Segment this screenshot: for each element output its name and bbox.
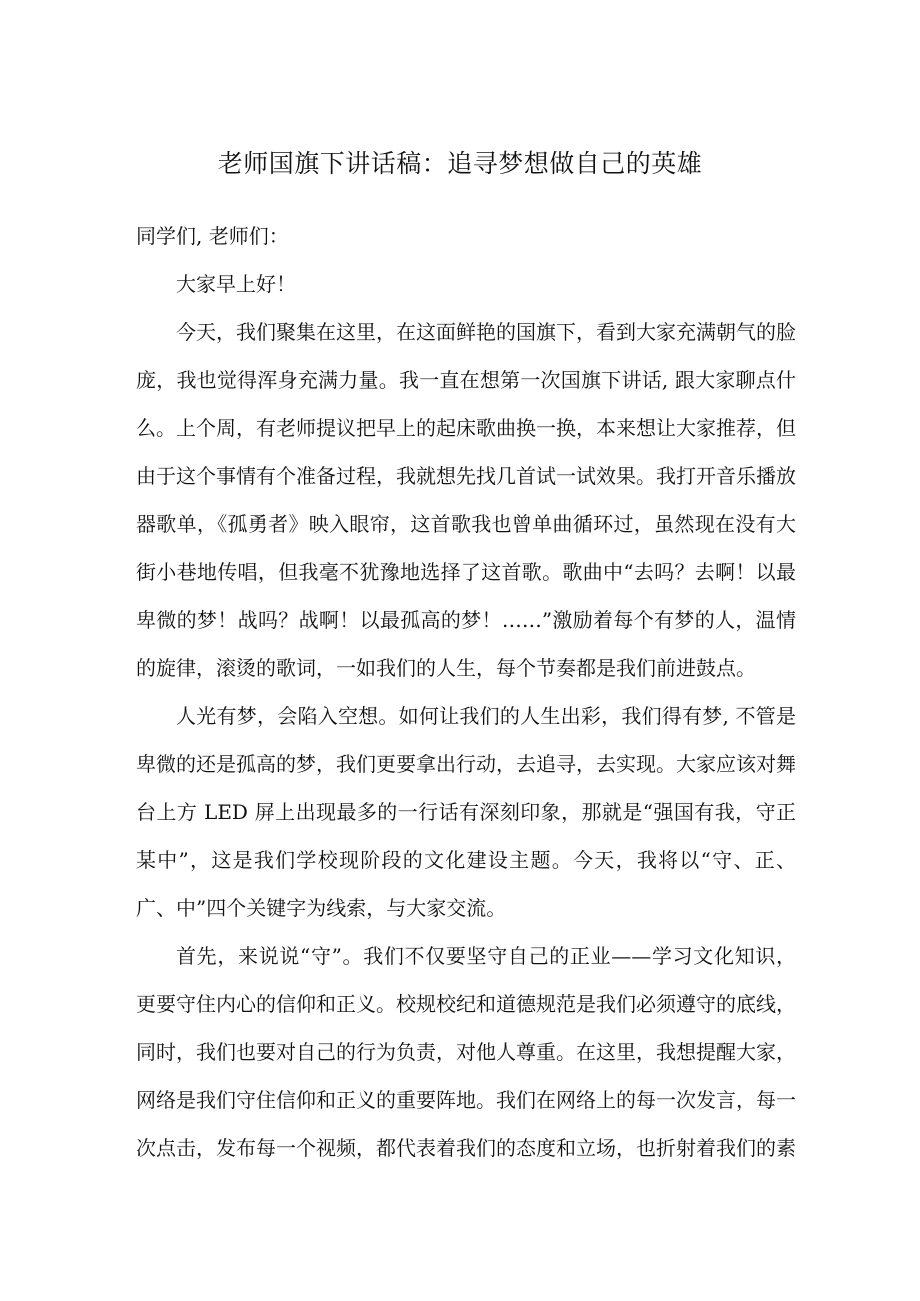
paragraph: 今天，我们聚集在这里，在这面鲜艳的国旗下，看到大家充满朝气的脸庞，我也觉得浑身充满力量。我一直在想第一次国旗下讲话, 跟大家聊点什么。上个周，有老师提议把早上的起床歌曲换一换，本来想让大家推荐，但由于这个事情有个准备过程，我就想先找几首试一试效果。我打开音乐播放器歌单，《孤勇者》映入眼帘，这首歌我也曾单曲循环过，虽然现在没有大街小巷地传唱，但我毫不犹豫地选择了这首歌。歌曲中“去吗？去啊！以最卑微的梦！战吗？战啊！以最孤高的梦！……”激励着每个有梦的人，温情的旋律，滚烫的歌词，一如我们的人生，每个节奏都是我们前进鼓点。	[136, 320, 796, 680]
paragraph: 人光有梦，会陷入空想。如何让我们的人生出彩，我们得有梦, 不管是卑微的还是孤高的梦，我们更要拿出行动，去追寻，去实现。大家应该对舞台上方 LED 屏上出现最多的一行话有深刻印象，那就是“强国有我，守正某中”，这是我们学校现阶段的文化建设主题。今天，我将以“守、正、广、中”四个关键字为线索，与大家交流。	[136, 704, 796, 920]
paragraph: 首先，来说说“守”。我们不仅要坚守自己的正业——学习文化知识，更要守住内心的信仰和正义。校规校纪和道德规范是我们必须遵守的底线，同时，我们也要对自己的行为负责，对他人尊重。在这里，我想提醒大家，网络是我们守住信仰和正义的重要阵地。我们在网络上的每一次发言，每一次点击，发布每一个视频，都代表着我们的态度和立场，也折射着我们的素	[136, 944, 796, 1160]
document-body	[136, 212, 796, 1172]
document-title: 老师国旗下讲话稿：追寻梦想做自己的英雄	[217, 149, 703, 178]
greeting: 大家早上好！	[176, 272, 296, 296]
salutation: 同学们, 老师们：	[136, 224, 289, 248]
